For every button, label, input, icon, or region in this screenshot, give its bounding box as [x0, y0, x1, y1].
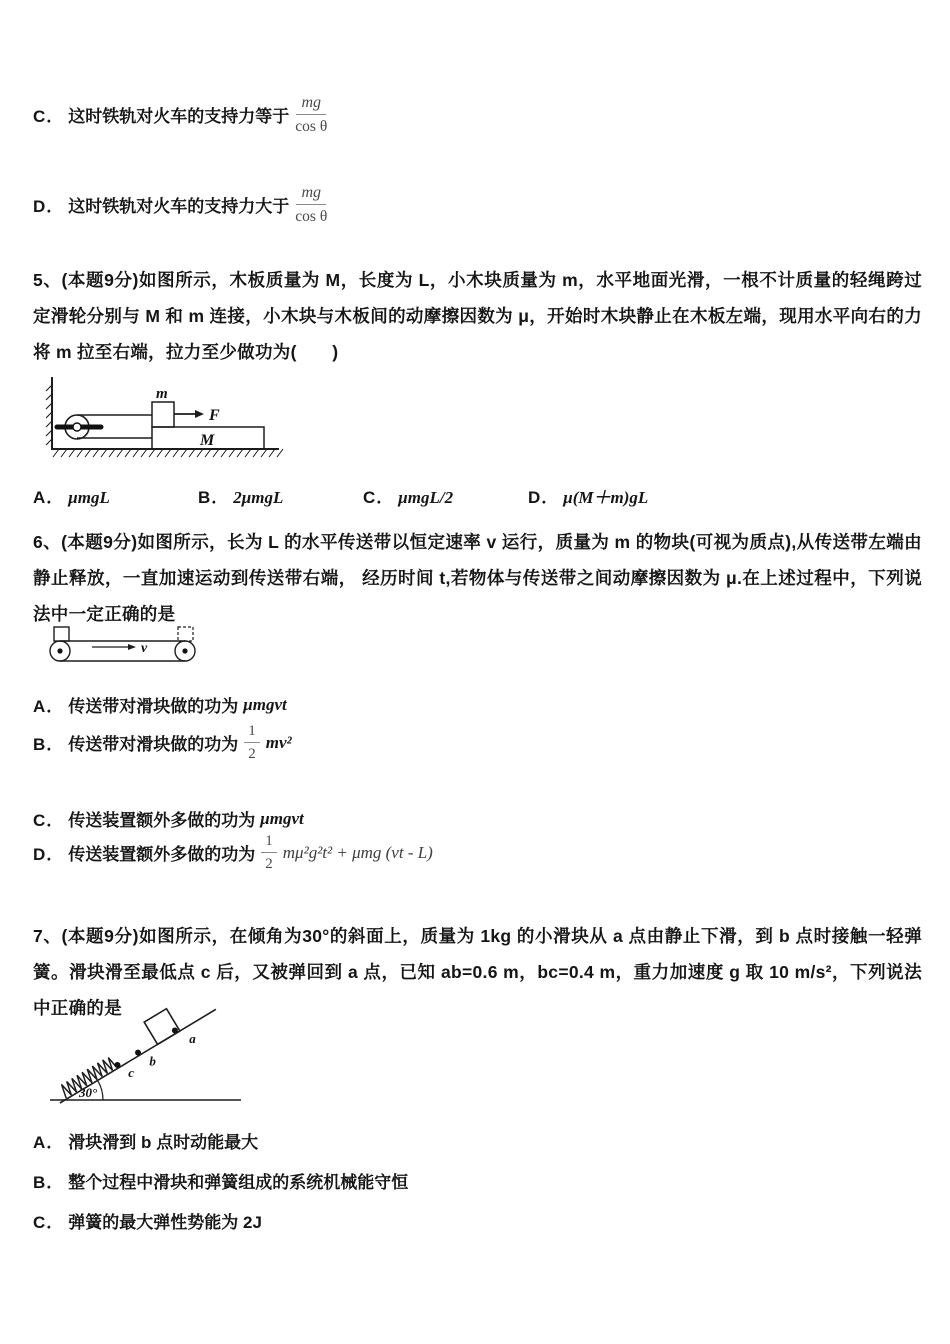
velocity-arrowhead — [128, 644, 136, 650]
fraction-mg-over-cos: $\frac{mg}{\text{cos θ}}$ — [295, 94, 328, 135]
slider-block — [144, 1009, 180, 1045]
incline-spring-diagram — [45, 1000, 250, 1118]
label-m: m — [156, 386, 168, 402]
question-5-options — [33, 483, 922, 508]
option-label: B． — [33, 735, 65, 755]
block-end-dashed — [178, 627, 193, 641]
q6-option-b — [33, 722, 922, 764]
option-label: C． — [33, 811, 65, 830]
force-arrowhead — [195, 410, 204, 418]
option-b — [198, 483, 363, 508]
prev-option-row-d — [33, 183, 922, 226]
fraction-one-half: $\frac{1}{2}$ — [261, 832, 277, 874]
option-label: A． — [33, 488, 65, 507]
option-c — [363, 483, 528, 508]
q6-option-c — [33, 806, 922, 831]
ground-hatching — [53, 449, 283, 457]
fraction-one-half: $\frac{1}{2}$ — [244, 722, 260, 764]
left-pulley-center — [57, 648, 62, 653]
question-7-stem: 7、(本题9分)如图所示，在倾角为30°的斜面上，质量为 1kg 的小滑块从 a 点由静止下滑，到 b 点时接触一轻弹簧。滑块滑至最低点 c 后，又被弹回到 a 点，已知 ab=0.6 m，bc=0.4 m，重力加速度 g 取 10 m/s²，下列说法中正确的是 — [33, 926, 922, 1018]
option-formula: μmgL — [68, 488, 110, 507]
fraction-mg-over-cos: $\frac{mg}{\text{cos θ}}$ — [295, 184, 328, 225]
option-formula: mv² — [265, 732, 292, 752]
option-a — [33, 483, 198, 508]
label-M: M — [200, 432, 215, 449]
label-v: v — [141, 641, 148, 656]
option-text: 滑块滑到 b 点时动能最大 — [68, 1133, 259, 1152]
option-label: C． — [33, 107, 65, 127]
label-a: a — [189, 1030, 196, 1046]
option-label: D． — [33, 197, 65, 217]
option-formula: 2μmgL — [233, 488, 284, 507]
option-text: 传送装置额外多做的功为 — [68, 811, 256, 830]
option-d — [528, 483, 693, 508]
option-label: D． — [33, 845, 65, 865]
option-text: 这时铁轨对火车的支持力大于 — [68, 197, 290, 217]
label-30deg: 30° — [79, 1085, 98, 1100]
option-label: B． — [198, 488, 230, 507]
prev-option-row-c — [33, 93, 922, 136]
question-7-figure — [45, 1000, 250, 1123]
option-label: D． — [528, 488, 560, 507]
label-F: F — [209, 407, 220, 424]
conveyor-belt-diagram — [42, 626, 252, 676]
option-text: 传送装置额外多做的功为 — [68, 845, 256, 865]
pulley-board-diagram — [45, 375, 285, 465]
option-formula: μmgvt — [243, 694, 287, 714]
option-formula: μ(M＋m)gL — [563, 488, 649, 507]
option-text: 传送带对滑块做的功为 — [68, 697, 239, 716]
question-6-figure — [42, 626, 252, 681]
q7-option-a — [33, 1128, 922, 1153]
option-text: 弹簧的最大弹性势能为 2J — [68, 1213, 262, 1232]
option-formula: μmgL/2 — [398, 488, 454, 507]
option-formula: μmgvt — [260, 808, 304, 828]
point-b-dot — [134, 1049, 142, 1057]
option-text: 这时铁轨对火车的支持力等于 — [68, 107, 290, 127]
pulley-hub — [73, 423, 81, 431]
option-text: 整个过程中滑块和弹簧组成的系统机械能守恒 — [68, 1173, 409, 1192]
option-label: C． — [363, 488, 395, 507]
option-label: A． — [33, 1133, 65, 1152]
q6-option-a — [33, 692, 922, 717]
question-5-stem: 5、(本题9分)如图所示，木板质量为 M，长度为 L，小木块质量为 m，水平地面光滑，一根不计质量的轻绳跨过定滑轮分别与 M 和 m 连接，小木块与木板间的动摩擦因数为 μ，开始时木块静止在木板左端，现用水平向右的力将 m 拉至右端，拉力至少做功为( ) — [33, 270, 922, 362]
block-m — [152, 402, 174, 427]
point-c-dot — [113, 1061, 121, 1069]
label-c: c — [128, 1065, 135, 1081]
option-label: A． — [33, 697, 65, 716]
option-label: B． — [33, 1173, 65, 1192]
incline-surface — [60, 1009, 216, 1103]
q7-option-b — [33, 1168, 922, 1193]
label-b: b — [149, 1053, 156, 1069]
option-label: C． — [33, 1213, 65, 1232]
right-pulley-center — [182, 648, 187, 653]
question-6-stem: 6、(本题9分)如图所示，长为 L 的水平传送带以恒定速率 v 运行，质量为 m 的物块(可视为质点),从传送带左端由静止释放，一直加速运动到传送带右端， 经历时间 t,若物体与传送带之间动摩擦因数为 μ.在上述过程中，下列说法中一定正确的是 — [33, 532, 922, 624]
question-5-figure — [45, 375, 285, 470]
option-formula: mμ²g²t² + μmg (vt - L) — [282, 842, 433, 862]
angle-arc — [98, 1080, 103, 1100]
block-start — [54, 627, 69, 641]
q6-option-d — [33, 832, 922, 874]
option-text: 传送带对滑块做的功为 — [68, 735, 239, 755]
q7-option-c — [33, 1208, 922, 1233]
